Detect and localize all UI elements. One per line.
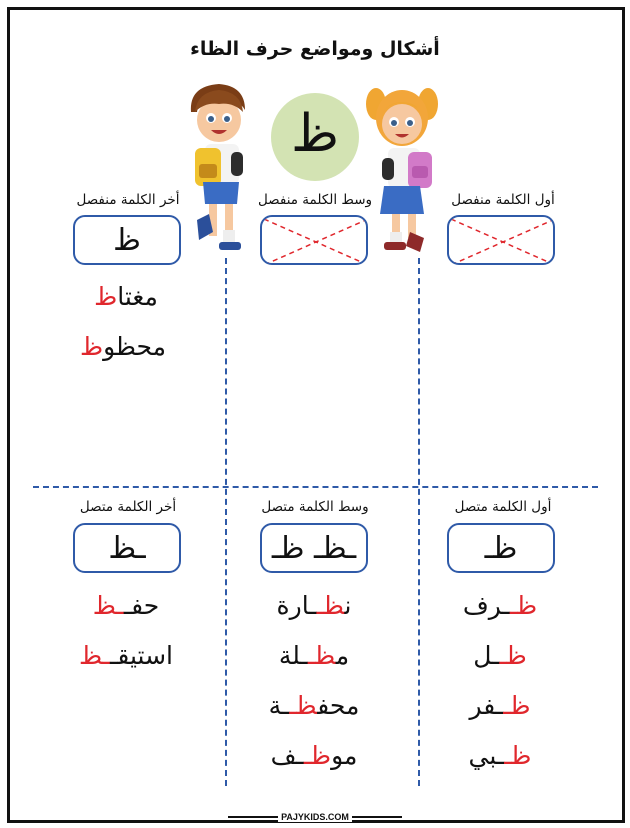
footer-line-right xyxy=(352,816,402,818)
divider-vertical-right xyxy=(418,258,420,786)
box-separate-start xyxy=(447,215,555,265)
label-separate-end: أخر الكلمة منفصل xyxy=(76,192,180,208)
divider-horizontal xyxy=(33,486,598,488)
label-separate-start: أول الكلمة منفصل xyxy=(451,192,555,208)
form-connected-end: ـظ xyxy=(108,530,146,566)
label-connected-middle: وسط الكلمة متصل xyxy=(261,499,369,515)
box-separate-middle xyxy=(260,215,368,265)
word-connected-start-3: ظــفر xyxy=(469,691,531,720)
box-connected-middle xyxy=(260,523,368,573)
form-separate-end: ظ xyxy=(113,222,141,258)
word-connected-middle-2: مظــلة xyxy=(278,641,350,670)
girl-illustration xyxy=(362,82,438,260)
word-connected-start-4: ظــبي xyxy=(468,741,532,770)
word-connected-middle-3: محفظــة xyxy=(268,691,360,720)
form-connected-middle: ـظـ ظـ xyxy=(271,530,357,566)
word-connected-end-1: حفــظ xyxy=(92,591,160,620)
boy-illustration xyxy=(183,82,253,260)
footer-brand: PAJYKIDS.COM xyxy=(278,812,352,822)
divider-vertical-left xyxy=(225,258,227,786)
cross-out-icon xyxy=(262,217,368,265)
word-connected-middle-4: موظــف xyxy=(270,741,358,770)
page-title: أشكال ومواضع حرف الظاء xyxy=(190,38,440,60)
main-letter: ظ xyxy=(290,104,340,164)
word-separate-end-2: محظوظ xyxy=(79,332,167,361)
footer xyxy=(0,812,630,822)
label-connected-end: أخر الكلمة متصل xyxy=(79,499,177,515)
word-connected-start-1: ظــرف xyxy=(462,591,538,620)
cross-out-icon xyxy=(449,217,555,265)
box-separate-end xyxy=(73,215,181,265)
form-connected-start: ظـ xyxy=(484,530,518,566)
label-separate-middle: وسط الكلمة منفصل xyxy=(257,192,373,208)
footer-line-left xyxy=(228,816,278,818)
word-connected-middle-1: نظــارة xyxy=(276,591,352,620)
word-connected-start-2: ظــل xyxy=(473,641,527,670)
main-letter-circle xyxy=(271,93,359,181)
word-connected-end-2: استيقــظ xyxy=(78,641,173,670)
box-connected-end xyxy=(73,523,181,573)
word-separate-end-1: مغتاظ xyxy=(94,282,158,311)
box-connected-start xyxy=(447,523,555,573)
label-connected-start: أول الكلمة متصل xyxy=(454,499,552,515)
